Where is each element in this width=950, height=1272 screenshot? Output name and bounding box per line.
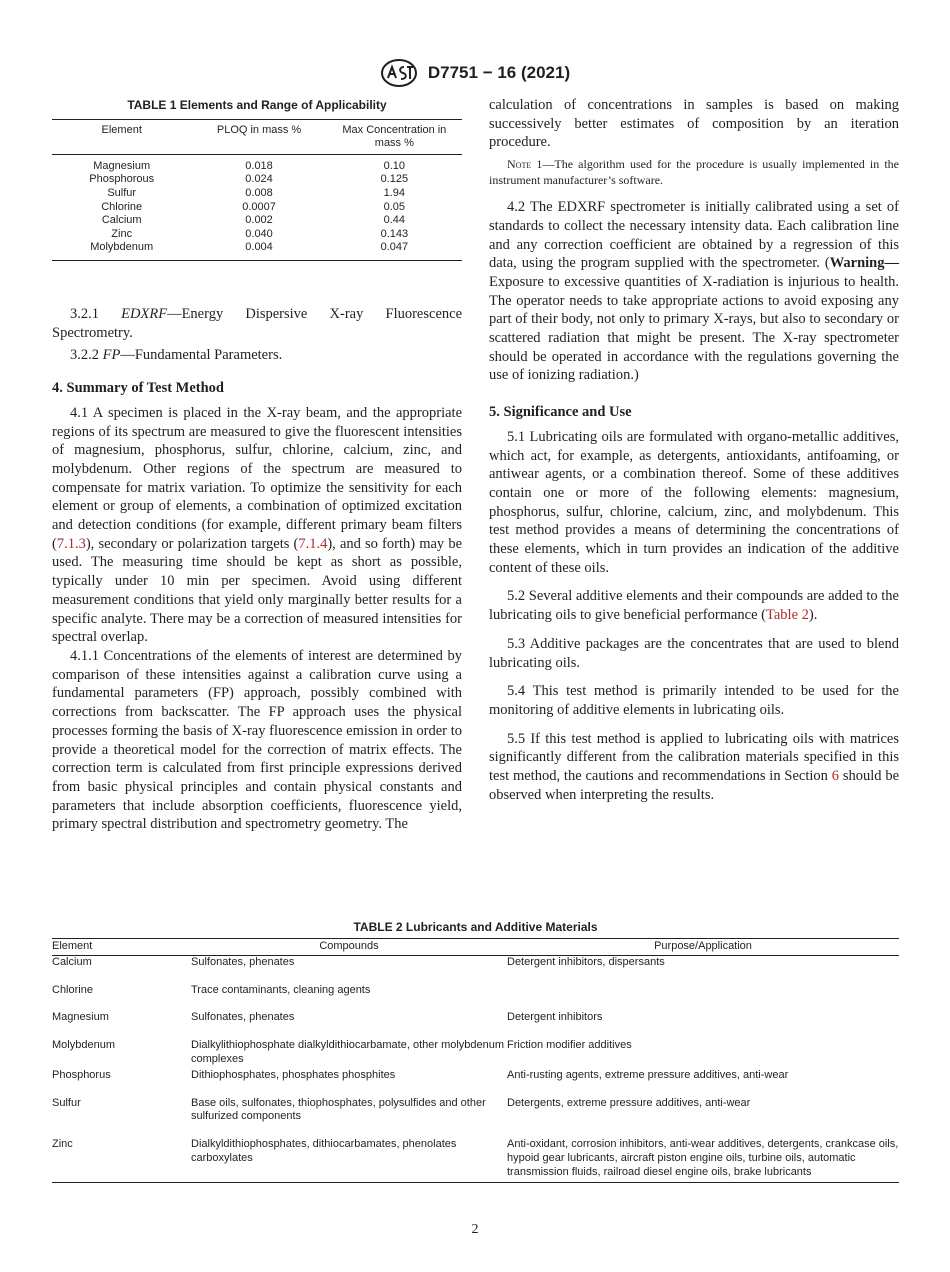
cell: 0.024 [245, 173, 273, 186]
cell: 0.10 [383, 159, 406, 172]
paragraph-3-2-2 [52, 346, 462, 365]
table2-header-purpose: Purpose/Application [507, 939, 899, 956]
cell [507, 984, 899, 1012]
document-designation: D7751 − 16 (2021) [427, 63, 571, 82]
table-row [52, 984, 899, 1012]
paragraph-3-2-1 [52, 305, 462, 342]
cell: Chlorine [52, 983, 93, 996]
note-label: Note 1 [507, 157, 543, 172]
para-text: 4.2 The EDXRF spectrometer is initially calibrated using a set of standards to collect the necessary intensity data. Each calibration line and any correction coefficient are obtained by a regression of this data, using the program supplied with the spectrometer. ( [489, 199, 899, 272]
section-heading-4: 4. Summary of Test Method [52, 380, 224, 397]
para-text: 5.5 If this test method is applied to lubricating oils with matrices significantly different from the calibration materials specified in this test method, the cautions and recommendations in Section [489, 730, 899, 785]
cross-reference-link[interactable]: Table 2 [766, 607, 809, 624]
cell: Sulfonates, phenates [191, 1011, 295, 1024]
left-column [52, 96, 462, 834]
cell: Calcium [101, 214, 142, 227]
cell: 0.05 [383, 200, 406, 213]
table1-header-ploq: PLOQ in mass % [191, 119, 326, 154]
para-text: 5.2 Several additive elements and their compounds are added to the lubricating oils to give beneficial performance ( [489, 588, 899, 624]
cell: Detergent inhibitors [507, 1011, 603, 1024]
cell: Dialkyldithiophosphates, dithiocarbamates, phenolates carboxylates [191, 1138, 507, 1182]
cell: Dithiophosphates, phosphates phosphites [191, 1068, 396, 1081]
table1-header-max: Max Concentration in mass % [327, 119, 462, 154]
cell: Trace contaminants, cleaning agents [191, 983, 371, 996]
paragraph-continuation: calculation of concentrations in samples is based on making successively better estimates of composition by an iteration procedure. [489, 97, 899, 151]
table1-caption: TABLE 1 Elements and Range of Applicability [127, 98, 387, 112]
table2 [52, 938, 899, 1183]
table-row [52, 1069, 899, 1097]
cell: Phosphorus [52, 1068, 111, 1081]
paragraph-5-1: 5.1 Lubricating oils are formulated with organo-metallic additives, which act, for example, as detergents, antioxidants, antifoaming, or antiwear agents, or a combination thereof. Some of these additives contain one or more of the following elements: magnesium, phosphorus, sulfur, chlorine, calcium, zinc, and molybdenum. This test method provides a means of determining the concentrations of these elements, which in turn provides an indication of the additive content of these oils. [489, 428, 899, 576]
cell: Magnesium [52, 1011, 109, 1024]
note-1 [489, 156, 899, 188]
cell: 0.002 [245, 214, 273, 227]
table1 [52, 119, 462, 261]
cell: Molybdenum [52, 1039, 115, 1052]
cell: Zinc [111, 227, 133, 240]
table-row [52, 214, 462, 228]
cell: Sulfonates, phenates [191, 955, 295, 968]
paragraph-4-2 [489, 198, 899, 385]
para-number: 3.2.1 [70, 306, 122, 323]
cell: 0.018 [245, 159, 273, 172]
astm-logo-icon [380, 58, 418, 88]
paragraph-5-3: 5.3 Additive packages are the concentrates that are used to blend lubricating oils. [489, 635, 899, 671]
table-row [52, 1138, 899, 1182]
table2-header-element: Element [52, 939, 191, 956]
cell: Anti-oxidant, corrosion inhibitors, anti-wear additives, detergents, crankcase oils, hypoid gear lubricants, aircraft piston engine oils, turbine oils, automatic transmission fluids, railroad diesel engine oils, brake lubricants [507, 1138, 899, 1182]
cell: 0.004 [191, 241, 326, 260]
para-text: should be observed when interpreting the results. [489, 768, 900, 803]
cross-reference-link[interactable]: 6 [831, 768, 839, 785]
table2-caption: TABLE 2 Lubricants and Additive Materials [353, 920, 598, 934]
cell: 0.0007 [242, 200, 276, 213]
table-row [52, 187, 462, 201]
cell: Chlorine [101, 200, 143, 213]
warning-label: Warning— [829, 255, 899, 272]
cross-reference-link[interactable]: 7.1.3 [56, 535, 86, 552]
cell: 1.94 [383, 187, 406, 200]
para-text: ), secondary or polarization targets ( [85, 535, 299, 552]
table-row [52, 201, 462, 215]
cell: Dialkylithiophosphate dialkyldithiocarbamate, other molybdenum complexes [191, 1039, 505, 1065]
table2-header-compounds: Compounds [191, 939, 507, 956]
cell: 0.44 [383, 214, 406, 227]
para-text: —Fundamental Parameters. [120, 347, 283, 364]
cell: Magnesium [93, 159, 151, 172]
cell: Sulfur [107, 187, 137, 200]
table-row [52, 228, 462, 242]
cell: Detergents, extreme pressure additives, anti-wear [507, 1096, 751, 1109]
cell: 0.143 [380, 227, 409, 240]
paragraph-5-4: 5.4 This test method is primarily intended to be used for the monitoring of additive elements in lubricating oils. [489, 683, 899, 718]
para-text: ). [808, 607, 818, 624]
section-heading-5: 5. Significance and Use [489, 404, 632, 421]
cell: 0.125 [380, 173, 409, 186]
cell: Anti-rusting agents, extreme pressure additives, anti-wear [507, 1068, 789, 1081]
paragraph-5-5 [489, 730, 899, 805]
table-row [52, 1011, 899, 1039]
cell: 0.008 [245, 187, 273, 200]
table1-header-element: Element [52, 119, 191, 154]
para-text: ), and so forth) may be used. The measuring time should be kept as short as possible, typically under 10 min per specimen. Avoid using different measurement conditions that yield only marginally better results for a specific analyte. There may be a correction of measured intensities for spectral overlap. [52, 535, 463, 646]
paragraph-5-2 [489, 587, 899, 624]
cell: 0.040 [245, 227, 273, 240]
page-header [0, 58, 950, 88]
para-text: —Energy Dispersive X-ray Fluorescence Spectrometry. [52, 306, 463, 341]
paragraph-4-1 [52, 404, 462, 647]
table-row [52, 241, 462, 260]
para-text: 4.1 A specimen is placed in the X-ray beam, and the appropriate regions of its spectrum are measured to give the fluorescent intensities of magnesium, phosphorus, sulfur, chlorine, calcium, zinc, and molybdenum. Other regions of the spectrum are measured to compensate for matrix variation. To optimize the sensitivity for each element or group of elements, a combination of optimized excitation and detection conditions (for example, different primary beam filters ( [52, 404, 462, 552]
table-row [52, 173, 462, 187]
defined-term: EDXRF [121, 306, 168, 323]
cell: Friction modifier additives [507, 1039, 632, 1052]
table-row [52, 154, 462, 173]
right-column [489, 96, 899, 805]
cell: Base oils, sulfonates, thiophosphates, polysulfides and other sulfurized components [191, 1096, 486, 1123]
paragraph-4-1-1: 4.1.1 Concentrations of the elements of interest are determined by comparison of these intensities against a calibration curve using a fundamental parameters (FP) approach, possibly combined with corrections from backscatter. The FP approach uses the physical processes forming the basis of X-ray fluorescence emission in order to provide a theoretical model for the correction of matrix effects. The correction term is calculated from first principle expressions derived from basic physical principles and contain physical constants and parameters that include absorption coefficients, fluorescence yield, primary spectral distribution and spectrometry geometry. The [52, 648, 462, 833]
cell: Calcium [52, 955, 92, 968]
cell: 0.047 [327, 241, 462, 260]
cell: Detergent inhibitors, dispersants [507, 955, 665, 968]
cell: Phosphorous [89, 173, 155, 186]
cell: Sulfur [52, 1096, 81, 1109]
para-number: 3.2.2 [70, 347, 103, 364]
cross-reference-link[interactable]: 7.1.4 [298, 535, 328, 552]
table2-container [52, 920, 899, 1183]
defined-term: FP [102, 347, 121, 364]
cell: Zinc [52, 1138, 191, 1182]
para-text: Exposure to excessive quantities of X-radiation is injurious to health. The operator needs to take appropriate actions to avoid exposing any part of their body, not only to primary X-rays, but also to secondary or scattered radiation that might be present. The X-ray spectrometer should be operated in accordance with the regulations governing the use of ionizing radiation.) [489, 273, 899, 384]
page-number: 2 [471, 1222, 479, 1237]
table-row [52, 955, 899, 983]
table-row [52, 1039, 899, 1069]
note-text: —The algorithm used for the procedure is usually implemented in the instrument manufacturer’s software. [489, 157, 899, 188]
cell: Molybdenum [52, 241, 191, 260]
table-row [52, 1097, 899, 1139]
